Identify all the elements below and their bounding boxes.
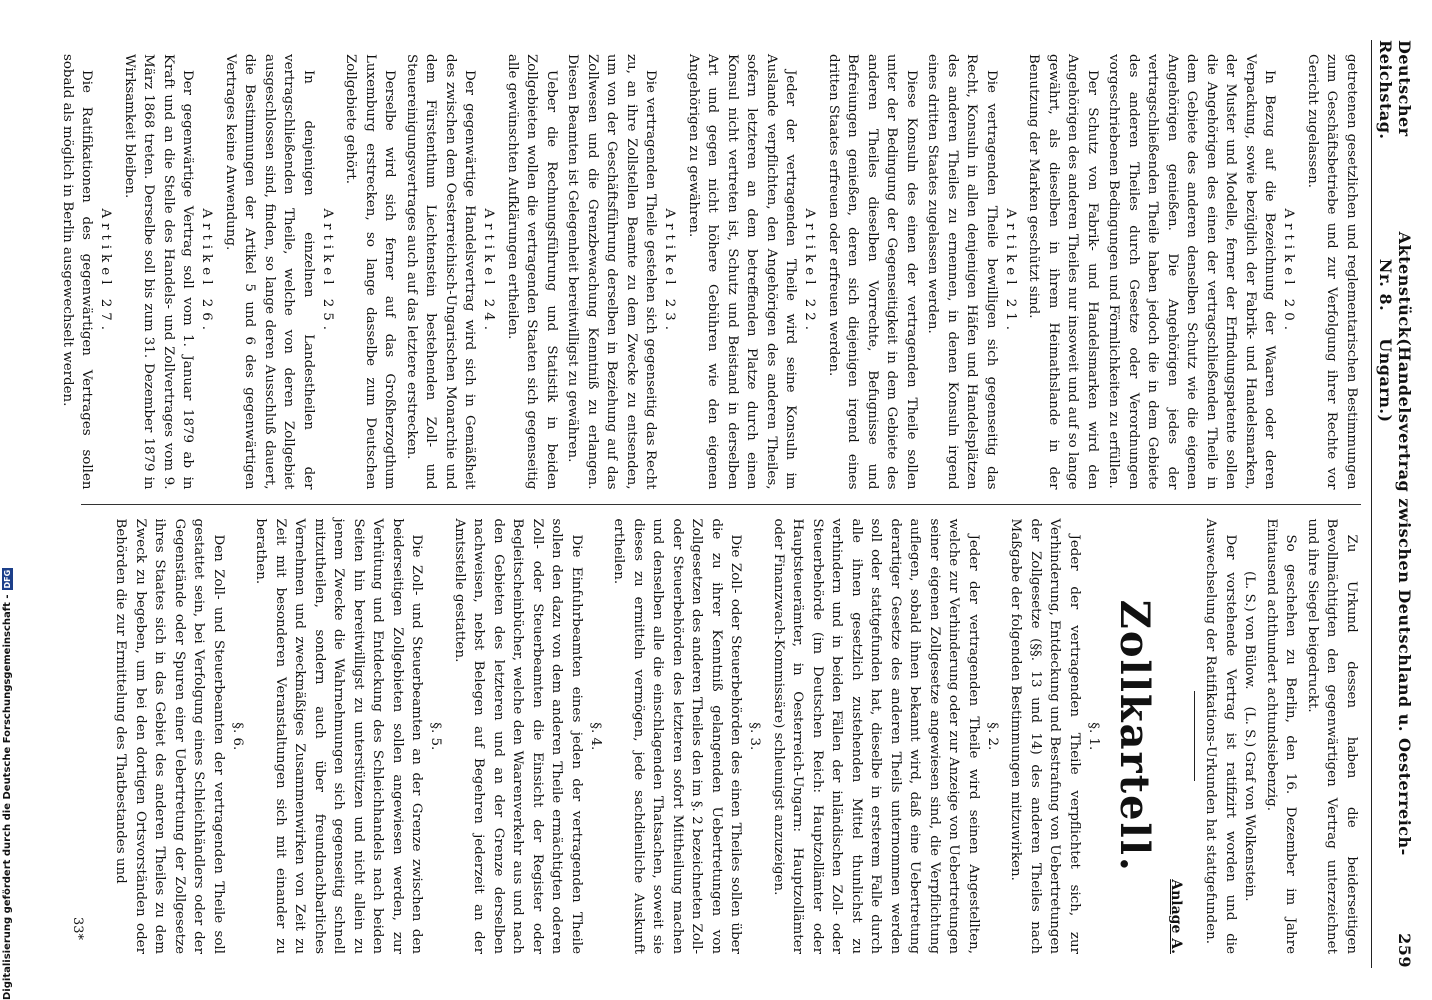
page-header [1371, 40, 1414, 968]
article-heading: Artikel 27. [98, 208, 114, 336]
paragraph: Den Zoll- und Steuerbeamten der vertragenden Theile soll gestattet sein, bei Verfolgung eines Schleichhändlers oder der Gegenstände oder Spuren einer Uebertretung der Zollgesetze ihres Staates sich in das Gebiet des anderen Theiles zu dem Zweck zu begeben, um bei den dortigen Ortsvorständen oder Behörden die zur Ermittelung des Thatbestandes und [113, 518, 226, 954]
dfg-logo-icon: DFG [2, 569, 12, 589]
section-heading: §. 2. [985, 722, 1000, 751]
section-heading: §. 1. [1086, 722, 1101, 751]
paragraph: So geschehen zu Berlin, den 16. Dezember im Jahre Eintausend achthundert achtundsiebenzig. [1264, 518, 1299, 954]
paragraph: Derselbe wird sich ferner auf das Großherzogthum Luxemburg erstrecken, so lange dasselbe zum Deutschen Zollgebiete gehört. [343, 54, 398, 490]
paragraph: Jeder der vertragenden Theile wird seine Konsuln im Auslande verpflichten, den Angehörigen des anderen Theiles, sofern letzteren an dem betreffenden Platze durch einen Konsul nicht vertreten ist, Schutz und Beistand in derselben Art und gegen nicht höhere Gebühren wie den eigenen Angehörigen zu gewähren. [686, 54, 799, 490]
article-heading: Artikel 26. [199, 208, 215, 336]
article-heading: Artikel 23. [662, 208, 678, 336]
annex-label: Anlage A. [1168, 879, 1184, 954]
article-heading: Artikel 25. [320, 208, 335, 336]
stamp-text: Digitalisierung gefördert durch die Deutsche Forschungsgemeinschaft - [1, 594, 13, 1000]
paragraph: In denjenigen einzelnen Landestheilen der vertragschließenden Theile, welche von deren Zollgebiet ausgeschlossen sind, finden, so lange deren Ausschluß dauert, die Bestimmungen der Artikel 5 und 6 des gegenwärtigen Vertrages keine Anwendung. [223, 54, 316, 490]
left-column [60, 40, 1361, 505]
section-heading: §. 6. [230, 722, 245, 751]
divider [1194, 691, 1195, 781]
digitization-stamp [0, 569, 16, 1000]
section-heading: §. 3. [747, 722, 763, 751]
header-right: (Handelsvertrag zwischen Deutschland u. Oesterreich-Ungarn.) [1376, 338, 1414, 856]
paragraph: Die vertragenden Theile gestehen sich gegenseitig das Recht zu, an ihre Zollstellen Beamte zu dem Zwecke zu entsenden, um von der Geschäftsführung derselben in Beziehung auf das Zollwesen und die Grenzbewachung Kenntniß zu erlangen. Diesen Beamten ist Gelegenheit bereitwilligst zu gewähren. [565, 54, 659, 490]
section-heading: §. 5. [428, 722, 444, 751]
paragraph: Ueber die Rechnungsführung und Statistik in beiden Zollgebieten wollen die vertragenden Staaten sich gegenseitig alle gewünschten Aufklärungen ertheilen. [505, 54, 559, 490]
right-column [81, 505, 1361, 969]
paragraph: getretenen gesetzlichen und reglementarischen Bestimmungen zum Geschäftsbetriebe und zur Verfolgung ihrer Rechte vor Gericht zugelassen. [1305, 54, 1359, 490]
section-heading: §. 4. [588, 722, 603, 751]
paragraph: Die Einfuhrbeamten eines jeden der vertragenden Theile sollen den dazu von dem anderen Theile ermächtigten oderen Zoll- oder Steuerbeamten die Einsicht der Register oder Begleitscheinbücher, welche den Waarenverkehr aus und nach den Gebieten des letzteren und an der Grenze derselben nachweisen, nebst Belegen auf Begehren jederzeit an der Amtsstelle gestatten. [452, 518, 584, 954]
signatures: (L. S.) von Bülow. (L. S.) Graf von Wolkenstein. [1242, 570, 1258, 902]
paragraph: Der Schutz von Fabrik- und Handelsmarken wird den Angehörigen des anderen Theiles nur insoweit und auf so lange gewährt, als dieselben in ihrem Heimathslande in der Benutzung der Marken geschützt sind. [1026, 54, 1100, 490]
document-page [52, 0, 1432, 1000]
paragraph: Zu Urkund dessen haben die beiderseitigen Bevollmächtigten den gegenwärtigen Vertrag unterzeichnet und ihre Siegel beigedruckt. [1305, 518, 1359, 954]
article-heading: Artikel 22. [802, 208, 818, 336]
article-heading: Artikel 21. [1003, 208, 1018, 336]
article-heading: Artikel 24. [481, 208, 497, 336]
paragraph: Die Zoll- oder Steuerbehörden des einen Theiles sollen über die zu ihrer Kenntniß gelangenden Uebertretungen von Zollgesetzen des anderen Theiles den im §. 2 bezeichneten Zoll- oder Steuerbehörden des letzteren sofort Mittheilung machen und denselben alle die einschlagenden Thatsachen, soweit sie dieses zu ermitteln vermögen, jede sachdienliche Auskunft ertheilen. [611, 518, 744, 954]
paragraph: Der gegenwärtige Vertrag soll vom 1. Januar 1879 ab in Kraft und an die Stelle des Handels- und Zollvertrages vom 9. März 1868 treten. Derselbe soll bis zum 31. Dezember 1879 in Wirksamkeit bleiben. [122, 54, 196, 490]
paragraph: Die vertragenden Theile bewilligen sich gegenseitig das Recht, Konsuln in allen denjenigen Häfen und Handelsplätzen des anderen Theiles zu ernennen, in denen Konsuln irgend eines dritten Staates zugelassen werden. [925, 54, 999, 490]
header-center: Aktenstück Nr. 8. [1376, 231, 1414, 339]
paragraph: Jeder der vertragenden Theile wird seinen Angestellten, welche zur Verhinderung oder zur Anzeige von Uebertretungen seiner eigenen Zollgesetze angewiesen sind, die Verpflichtung auflegen, sobald ihnen bekannt wird, daß eine Uebertretung derartiger Gesetze des anderen Theils unternommen werden soll oder stattgefunden hat, dieselbe in ersterem Falle durch alle ihnen gesetzlich zustehenden Mittel thunlichst zu verhindern und in beiden Fällen der inländischen Zoll- oder Steuerbehörde (im Deutschen Reich: Hauptzollämter oder Hauptsteuerämter, in Oesterreich-Ungarn: Hauptzollämter oder Finanzwach-Kommissäre) schleunigst anzuzeigen. [771, 518, 981, 954]
paragraph: Jeder der vertragenden Theile verpflichtet sich, zur Verhinderung, Entdeckung und Bestrafung von Uebertretungen der Zollgesetze (§§. 13 und 14) des anderen Theiles nach Maßgabe der folgenden Bestimmungen mitzuwirken. [1008, 518, 1082, 954]
signature-mark: 33* [70, 916, 85, 940]
paragraph: In Bezug auf die Bezeichnung der Waaren oder deren Verpackung, sowie bezüglich der Fabrik- und Handelsmarken, der Muster und Modelle, ferner der Erfindungspatente sollen die Angehörigen des einen der vertragschließenden Theile in dem Gebiete des anderen denselben Schutz wie die eigenen Angehörigen genießen. Die Angehörigen jedes der vertragschließenden Theile haben jedoch die in dem Gebiete des anderen Theiles durch Gesetze oder Verordnungen vorgeschriebenen Bedingungen und Förmlichkeiten zu erfüllen. [1106, 54, 1278, 490]
paragraph: Die Ratifikationen des gegenwärtigen Vertrages sollen sobald als möglich in Berlin ausgewechselt werden. [60, 54, 95, 490]
section-title: Zollkartell. [1111, 599, 1158, 873]
article-heading: Artikel 20. [1281, 208, 1297, 336]
paragraph: Diese Konsuln des einen der vertragenden Theile sollen unter der Bedingung der Gegenseitigkeit in dem Gebiete des anderen Theiles dieselben Vorrechte, Befugnisse und Befreiungen genießen, deren sich diejenigen irgend eines dritten Staates erfreuen oder erfreuen werden. [826, 54, 919, 490]
paragraph: Die Zoll- und Steuerbeamten an der Grenze zwischen den beiderseitigen Zollgebieten sollen angewiesen werden, zur Verhütung und Entdeckung des Schleichhandels nach beiden Seiten hin bereitwilligst zu unterstützen und nicht allein zu jenem Zwecke die Wahrnehmungen sich gegenseitig schnell mitzutheilen, sondern auch über freundnachbarliches Vernehmen und zweckmäßiges Zusammenwirken von Zeit zu Zeit mit besonderen Veranstaltungen sich mit einander zu berathen. [253, 518, 425, 954]
page-number: 259 [1395, 933, 1414, 968]
paragraph: Der vorstehende Vertrag ist ratifizirt worden und die Auswechselung der Ratifikations-Urkunden hat stattgefunden. [1203, 518, 1238, 954]
header-left: Deutscher Reichstag. [1376, 40, 1414, 140]
paragraph: Der gegenwärtige Handelsvertrag wird sich in Gemäßheit des zwischen dem Oesterreichisch-Ungarischen Monarchie und dem Fürstenthum Liechtenstein bestehenden Zoll- und Steuereinigungsvertrages auch auf das letztere erstrecken. [404, 54, 478, 490]
